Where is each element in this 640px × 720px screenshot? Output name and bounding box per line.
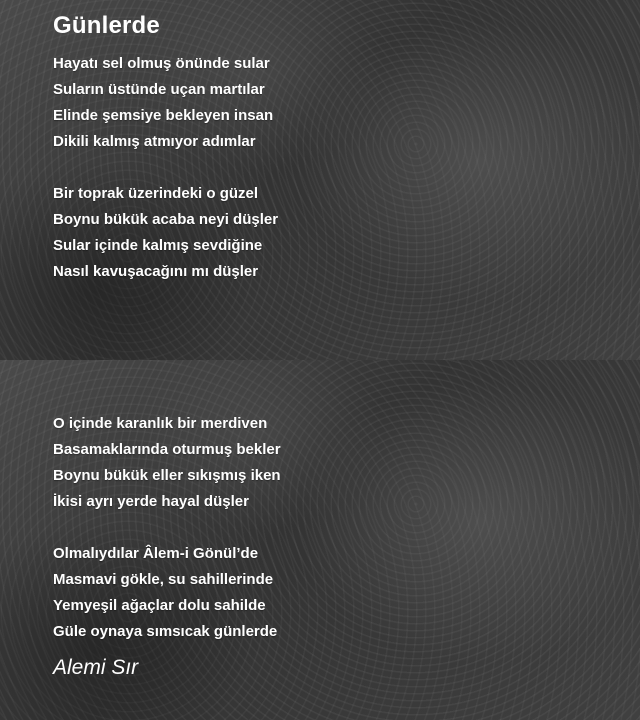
poem-panel-bottom — [0, 360, 640, 720]
poem-line: Sular içinde kalmış sevdiğine — [53, 237, 263, 254]
poem-line: Bir toprak üzerindeki o güzel — [53, 185, 259, 202]
poem-title: Günlerde — [53, 12, 160, 39]
poem-line: Nasıl kavuşacağını mı düşler — [53, 263, 259, 280]
poem-line: Dikili kalmış atmıyor adımlar — [53, 133, 256, 150]
poem-line: İkisi ayrı yerde hayal düşler — [53, 493, 249, 510]
stanza-4 — [53, 541, 613, 645]
poem-line: Yemyeşil ağaçlar dolu sahilde — [53, 597, 266, 614]
poem-line: Elinde şemsiye bekleyen insan — [53, 107, 274, 124]
poem-line: Olmalıydılar Âlem-i Gönül’de — [53, 545, 259, 562]
poem-line: Hayatı sel olmuş önünde sular — [53, 55, 270, 72]
poem-line: Boynu bükük eller sıkışmış iken — [53, 467, 281, 484]
poem-line: Boynu bükük acaba neyi düşler — [53, 211, 279, 228]
stanza-3 — [53, 411, 613, 515]
stanza-1 — [53, 51, 613, 155]
poem-line: Güle oynaya sımsıcak günlerde — [53, 623, 278, 640]
poem-line: Masmavi gökle, su sahillerinde — [53, 571, 274, 588]
stanza-2 — [53, 181, 613, 285]
poem-line: Suların üstünde uçan martılar — [53, 81, 265, 98]
poem-author: Alemi Sır — [53, 656, 139, 679]
poem-line: O içinde karanlık bir merdiven — [53, 415, 268, 432]
poem-line: Basamaklarında oturmuş bekler — [53, 441, 281, 458]
